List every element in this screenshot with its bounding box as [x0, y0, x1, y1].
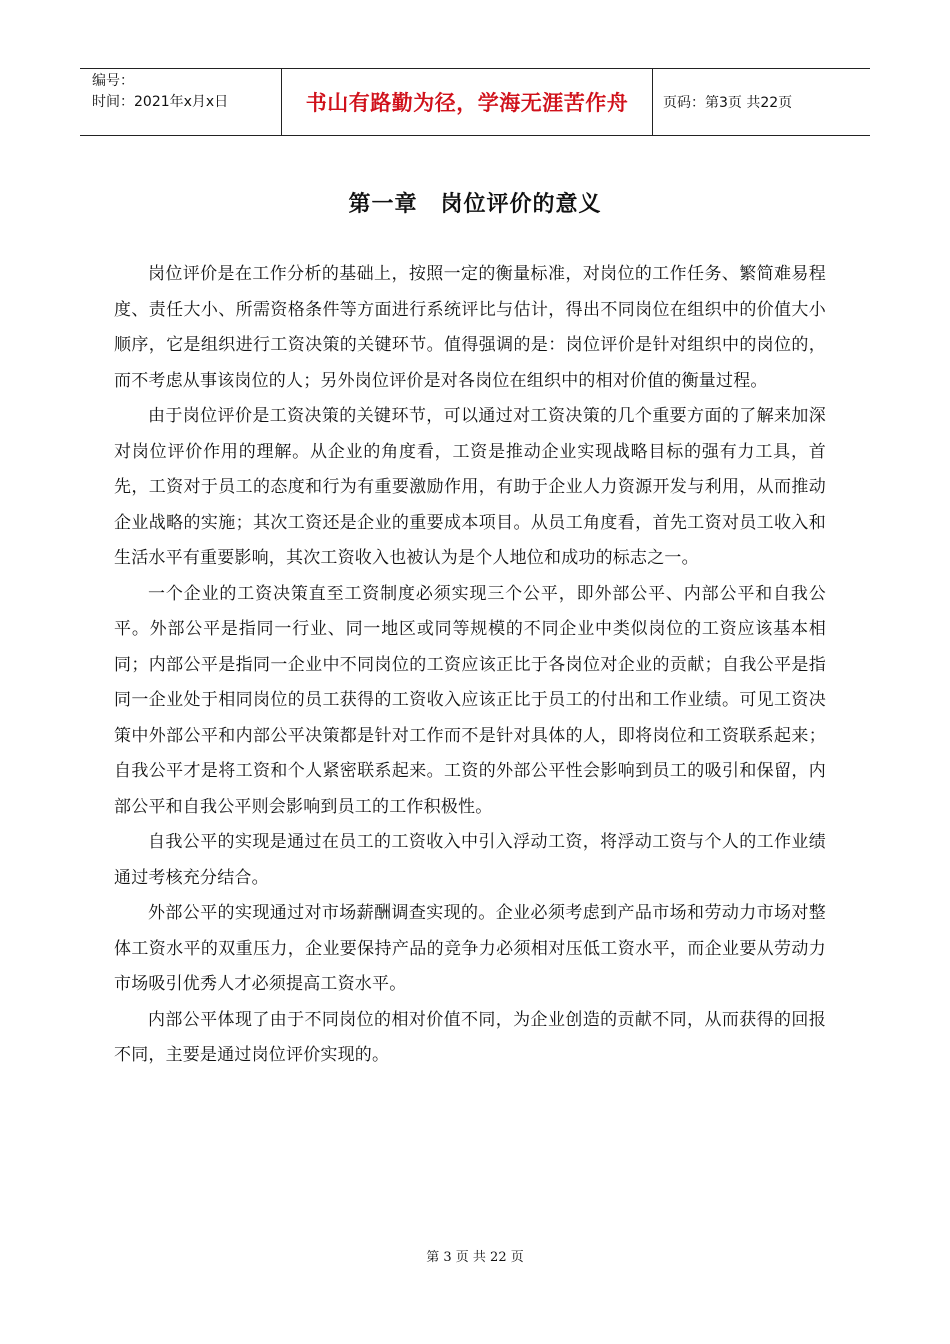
header-motto-cell: [281, 69, 653, 135]
paragraph: 岗位评价是在工作分析的基础上，按照一定的衡量标准，对岗位的工作任务、繁简难易程度、责任大小、所需资格条件等方面进行系统评比与估计，得出不同岗位在组织中的价值大小顺序，它是组织进行工资决策的关键环节。值得强调的是：岗位评价是针对组织中的岗位的，而不考虑从事该岗位的人；另外岗位评价是对各岗位在组织中的相对价值的衡量过程。: [114, 264, 826, 391]
date-label: 时间：2021年x月x日: [92, 94, 229, 110]
header-page-cell: [653, 69, 870, 135]
paragraph: 自我公平的实现是通过在员工的工资收入中引入浮动工资，将浮动工资与个人的工作业绩通过考核充分结合。: [114, 832, 826, 888]
paragraph: 由于岗位评价是工资决策的关键环节，可以通过对工资决策的几个重要方面的了解来加深对岗位评价作用的理解。从企业的角度看，工资是推动企业实现战略目标的强有力工具，首先，工资对于员工的态度和行为有重要激励作用，有助于企业人力资源开发与利用，从而推动企业战略的实施；其次工资还是企业的重要成本项目。从员工角度看，首先工资对员工收入和生活水平有重要影响，其次工资收入也被认为是个人地位和成功的标志之一。: [114, 406, 826, 568]
chapter-title: 第一章 岗位评价的意义: [348, 192, 602, 217]
page-footer: 第 3 页 共 22 页: [426, 1250, 524, 1265]
serial-number-label: 编号：: [92, 73, 134, 89]
header-info-cell: [80, 69, 281, 135]
paragraph: 内部公平体现了由于不同岗位的相对价值不同，为企业创造的贡献不同，从而获得的回报不同，主要是通过岗位评价实现的。: [114, 1009, 826, 1065]
document-body: [114, 257, 826, 1074]
motto-text: 书山有路勤为径，学海无涯苦作舟: [305, 91, 629, 115]
paragraph: 一个企业的工资决策直至工资制度必须实现三个公平，即外部公平、内部公平和自我公平。外部公平是指同一行业、同一地区或同等规模的不同企业中类似岗位的工资应该基本相同；内部公平是指同一企业中不同岗位的工资应该正比于各岗位对企业的贡献；自我公平是指同一企业处于相同岗位的员工获得的工资收入应该正比于员工的付出和工作业绩。可见工资决策中外部公平和内部公平决策都是针对工作而不是针对具体的人，即将岗位和工资联系起来；自我公平才是将工资和个人紧密联系起来。工资的外部公平性会影响到员工的吸引和保留，内部公平和自我公平则会影响到员工的工作积极性。: [114, 583, 826, 817]
document-header: [80, 68, 870, 136]
page-code: 页码：第3页 共22页: [663, 95, 793, 111]
paragraph: 外部公平的实现通过对市场薪酬调查实现的。企业必须考虑到产品市场和劳动力市场对整体工资水平的双重压力，企业要保持产品的竞争力必须相对压低工资水平，而企业要从劳动力市场吸引优秀人才必须提高工资水平。: [114, 903, 826, 994]
